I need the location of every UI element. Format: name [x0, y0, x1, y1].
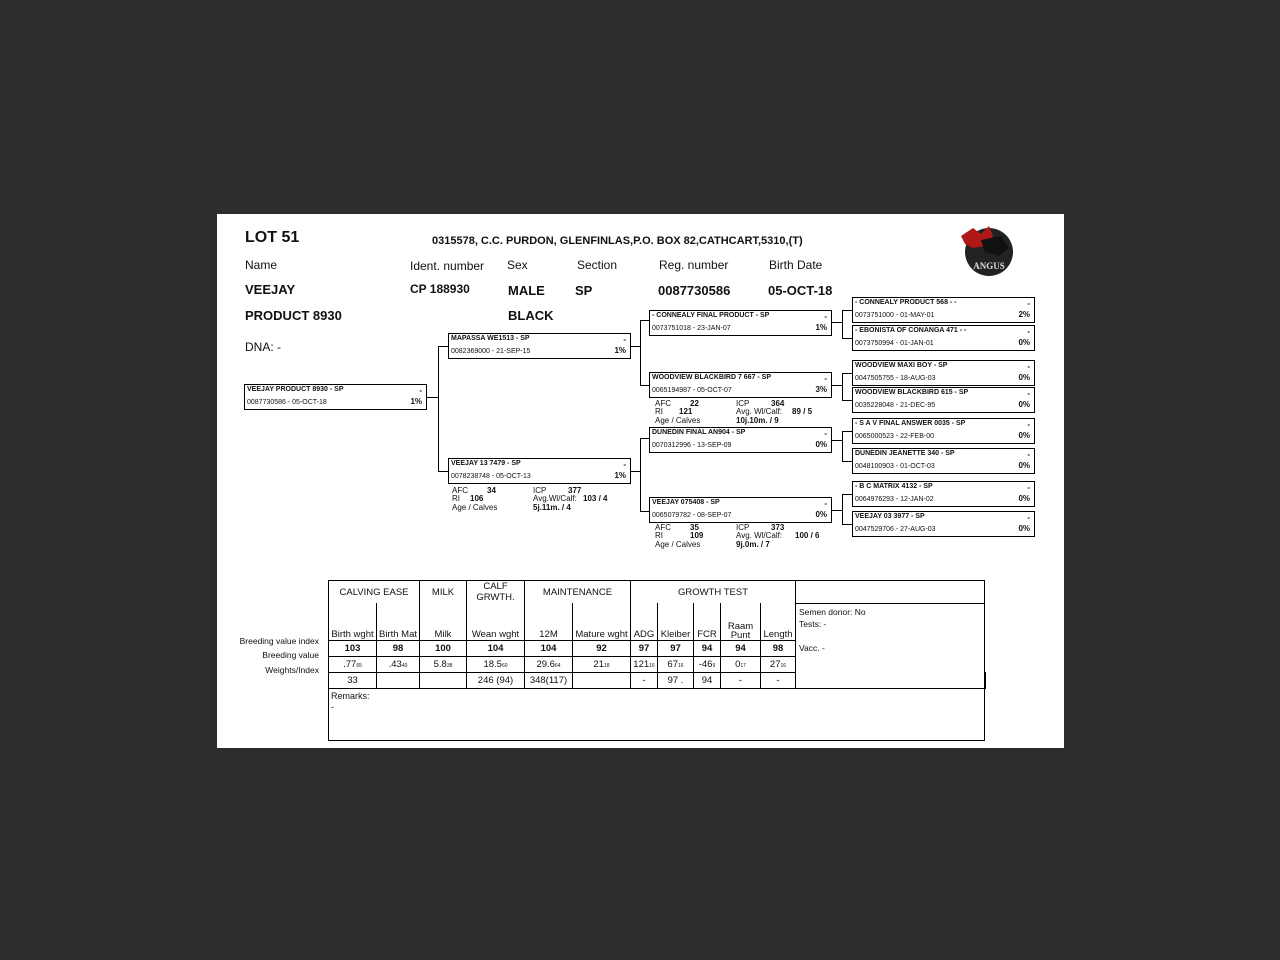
bv-cell [329, 656, 377, 672]
connector [640, 438, 649, 439]
connector [832, 385, 842, 386]
connector [640, 320, 649, 321]
weight-cell [377, 672, 420, 688]
angus-logo [959, 222, 1015, 278]
connector [842, 431, 852, 432]
info-cell [796, 603, 985, 688]
sd-reg: 0065194987 - 05-OCT-07 [652, 387, 732, 394]
index-cell: 100 [420, 640, 467, 656]
sd-pct: 3% [815, 385, 827, 394]
ggp-box: WOODVIEW BLACKBIRD 615 - SP - 0035228048 - 21-DEC-95 0% [852, 387, 1035, 413]
bv-cell [761, 656, 796, 672]
index-cell: 104 [467, 640, 525, 656]
ss-name: - CONNEALY FINAL PRODUCT - SP [652, 312, 770, 319]
ss-reg: 0073751018 - 23-JAN-07 [652, 325, 731, 332]
dd-ri-label: RI [655, 531, 663, 540]
bv-acc: 18 [604, 662, 610, 669]
dam-wcalf: 103 / 4 [583, 494, 608, 503]
weight-cell: 94 [694, 672, 721, 688]
ggp-box: - EBONISTA OF CONANGA 471 - - - 0073750994 - 01-JAN-01 0% [852, 325, 1035, 351]
index-cell: 97 [631, 640, 658, 656]
ggp-name: WOODVIEW BLACKBIRD 615 - SP [855, 389, 969, 396]
subject-reg: 0087730586 - 05-OCT-18 [247, 399, 327, 406]
ggp-reg: 0047505755 - 18-AUG-03 [855, 375, 936, 382]
connector [842, 494, 843, 524]
weight-cell: 246 (94) [467, 672, 525, 688]
bv-value: 21 [593, 658, 604, 670]
ggp-name: - EBONISTA OF CONANGA 471 - - [855, 327, 967, 334]
bv-acc: 64 [554, 662, 561, 669]
index-cell: 92 [573, 640, 631, 656]
ggp-pct: 0% [1018, 431, 1030, 440]
bv-cell [658, 656, 694, 672]
bv-acc: 16 [649, 662, 655, 669]
ident-label: Ident. number [410, 259, 485, 273]
vacc: Vacc. - [799, 642, 825, 653]
lot-number: LOT 51 [245, 229, 300, 246]
ggp-reg: 0073750994 - 01-JAN-01 [855, 340, 934, 347]
group-calving-ease: CALVING EASE [329, 581, 420, 604]
col-milk: Milk [420, 603, 467, 640]
index-cell: 94 [721, 640, 761, 656]
dam-wcalf-label: Avg.Wl/Calf: [533, 494, 577, 503]
col-birth-mat: Birth Mat [377, 603, 420, 640]
connector [842, 431, 843, 461]
bv-value: 5.8 [433, 658, 447, 670]
bv-value: .43 [388, 658, 402, 670]
sire-box: MAPASSA WE1513 - SP - 0082369000 - 21-SEP-15 1% [448, 333, 631, 359]
connector [640, 438, 641, 511]
col-birth-wght: Birth wght [329, 603, 377, 640]
ss-pct: 1% [815, 323, 827, 332]
dd-afc: 35 [690, 523, 699, 532]
index-cell: 98 [377, 640, 420, 656]
connector [842, 494, 852, 495]
sire-reg: 0082369000 - 21-SEP-15 [451, 348, 531, 355]
sd-icp: 364 [771, 399, 785, 408]
connector [427, 397, 438, 398]
group-calf-growth: CALF GRWTH. [467, 581, 525, 604]
weight-cell: - [721, 672, 761, 688]
ggp-pct: 0% [1018, 461, 1030, 470]
dd-icp: 373 [771, 523, 785, 532]
dam-afc: 34 [487, 486, 496, 495]
sd-ri-label: RI [655, 407, 663, 416]
connector [832, 510, 842, 511]
weight-cell: 348(117) [525, 672, 573, 688]
sd-icp-label: ICP [736, 399, 750, 408]
remarks-label: Remarks: [331, 690, 370, 701]
index-cell: 97 [658, 640, 694, 656]
subject-box: VEEJAY PRODUCT 8930 - SP - 0087730586 - 05-OCT-18 1% [244, 384, 427, 410]
dam-afc-label: AFC [452, 486, 468, 495]
logo-text: ANGUS [973, 261, 1005, 271]
reg-label: Reg. number [659, 258, 729, 272]
row-label-weights: Weights/Index [265, 665, 319, 675]
dd-ri: 109 [690, 531, 704, 540]
bv-value: 29.6 [536, 658, 555, 670]
dd-wcalf-label: Avg. Wl/Calf: [736, 531, 783, 540]
ggp-name: - CONNEALY PRODUCT 568 - - [855, 299, 957, 306]
ggp-pct: 2% [1018, 310, 1030, 319]
ggp-name: VEEJAY 03 3977 - SP [855, 513, 925, 520]
connector [631, 346, 640, 347]
ident-value: CP 188930 [410, 282, 470, 296]
connector [842, 373, 852, 374]
section-value: SP [575, 283, 593, 298]
dd-afc-label: AFC [655, 523, 671, 532]
semen-donor: Semen donor: No [799, 606, 866, 617]
ggp-reg: 0035228048 - 21-DEC-95 [855, 402, 936, 409]
sd-afc: 22 [690, 399, 699, 408]
bv-value: -46 [698, 658, 713, 670]
animal-name-1: VEEJAY [245, 282, 296, 297]
ggp-box: VEEJAY 03 3977 - SP - 0047529706 - 27-AUG-03 0% [852, 511, 1035, 537]
bv-cell [420, 656, 467, 672]
reg-value: 0087730586 [658, 283, 731, 298]
sd-age: 10j.10m. / 9 [736, 416, 779, 425]
index-cell: 98 [761, 640, 796, 656]
connector [640, 511, 649, 512]
col-mature-wght: Mature wght [573, 603, 631, 640]
dd-pct: 0% [815, 510, 827, 519]
ggp-pct: 0% [1018, 373, 1030, 382]
row-label-bv: Breeding value [262, 650, 319, 660]
connector [631, 471, 640, 472]
bv-cell [525, 656, 573, 672]
ggp-name: DUNEDIN JEANETTE 340 - SP [855, 450, 955, 457]
connector [832, 440, 842, 441]
bv-value: 27 [769, 658, 781, 670]
dam-name: VEEJAY 13 7479 - SP [451, 460, 521, 467]
dam-reg: 0078238748 - 05-OCT-13 [451, 473, 531, 480]
sex-value: MALE [508, 283, 545, 298]
connector [842, 461, 852, 462]
breeder-line: 0315578, C.C. PURDON, GLENFINLAS,P.O. BOX 82,CATHCART,5310,(T) [432, 235, 803, 247]
group-growth-test: GROWTH TEST [631, 581, 796, 604]
ggp-reg: 0047529706 - 27-AUG-03 [855, 526, 936, 533]
sire-pct: 1% [614, 346, 626, 355]
connector [438, 346, 448, 347]
connector [842, 524, 852, 525]
weight-cell: - [631, 672, 658, 688]
group-maintenance: MAINTENANCE [525, 581, 631, 604]
dam-box: VEEJAY 13 7479 - SP - 0078238748 - 05-OCT-13 1% [448, 458, 631, 484]
sd-age-label: Age / Calves [655, 416, 701, 425]
weight-cell: - [761, 672, 796, 688]
animal-name-2: PRODUCT 8930 [245, 308, 342, 323]
ds-pct: 0% [815, 440, 827, 449]
ggp-name: - S A V FINAL ANSWER 0035 - SP [855, 420, 966, 427]
sd-ri: 121 [679, 407, 693, 416]
sire-sire-box: - CONNEALY FINAL PRODUCT - SP - 0073751018 - 23-JAN-07 1% [649, 310, 832, 336]
sire-name: MAPASSA WE1513 - SP [451, 335, 530, 342]
index-cell: 104 [525, 640, 573, 656]
tests: Tests: - [799, 618, 827, 629]
dam-icp: 377 [568, 486, 582, 495]
info-header [796, 581, 985, 604]
dd-icp-label: ICP [736, 523, 750, 532]
col-length: Length [761, 603, 796, 640]
pedigree-sheet [217, 214, 1064, 748]
col-raam-punt: Raam Punt [721, 603, 761, 640]
ggp-box: WOODVIEW MAXI BOY - SP - 0047505755 - 18-AUG-03 0% [852, 360, 1035, 386]
dam-age-label: Age / Calves [452, 503, 498, 512]
ggp-pct: 0% [1018, 338, 1030, 347]
row-label-index: Breeding value index [239, 636, 319, 646]
subject-name: VEEJAY PRODUCT 8930 - SP [247, 386, 344, 393]
bv-cell [377, 656, 420, 672]
bv-acc: 60 [501, 662, 508, 669]
dd-age: 9j.0m. / 7 [736, 540, 770, 549]
color-value: BLACK [508, 308, 554, 323]
bv-acc: 38 [446, 662, 453, 669]
ggp-reg: 0073751000 - 01-MAY-01 [855, 312, 935, 319]
dd-reg: 0065079782 - 08-SEP-07 [652, 512, 732, 519]
dd-wcalf: 100 / 6 [795, 531, 820, 540]
dam-ri-label: RI [452, 494, 460, 503]
weight-cell: 33 [329, 672, 377, 688]
bv-value: 0 [735, 658, 741, 670]
ggp-reg: 0065000523 - 22-FEB-00 [855, 433, 934, 440]
col-12m: 12M [525, 603, 573, 640]
sire-dam-box: WOODVIEW BLACKBIRD 7 667 - SP - 0065194987 - 05-OCT-07 3% [649, 372, 832, 398]
connector [842, 400, 852, 401]
bv-acc: 9 [712, 662, 716, 669]
bv-cell [573, 656, 631, 672]
ggp-box: DUNEDIN JEANETTE 340 - SP - 0048100903 - 01-OCT-03 0% [852, 448, 1035, 474]
ggp-reg: 0048100903 - 01-OCT-03 [855, 463, 935, 470]
connector [842, 338, 852, 339]
ggp-name: WOODVIEW MAXI BOY - SP [855, 362, 948, 369]
sd-wcalf-label: Avg. Wl/Calf: [736, 407, 783, 416]
dna-label: DNA: - [245, 340, 281, 354]
col-kleiber: Kleiber [658, 603, 694, 640]
bv-value: .77 [343, 658, 357, 670]
bv-value: 67 [667, 658, 678, 670]
connector [640, 320, 641, 385]
bv-acc: 16 [678, 662, 684, 669]
bv-cell [467, 656, 525, 672]
index-cell: 103 [329, 640, 377, 656]
col-fcr: FCR [694, 603, 721, 640]
sd-wcalf: 89 / 5 [792, 407, 813, 416]
bv-acc: 16 [780, 662, 787, 669]
ds-name: DUNEDIN FINAL AN904 - SP [652, 429, 746, 436]
ggp-name: - B C MATRIX 4132 - SP [855, 483, 933, 490]
name-label: Name [245, 258, 278, 272]
connector [842, 310, 852, 311]
dd-age-label: Age / Calves [655, 540, 701, 549]
sd-afc-label: AFC [655, 399, 671, 408]
bv-acc: 65 [356, 662, 362, 669]
index-cell: 94 [694, 640, 721, 656]
bv-acc: 40 [401, 662, 408, 669]
col-wean-wght: Wean wght [467, 603, 525, 640]
dam-ri: 106 [470, 494, 484, 503]
dam-dam-box: VEEJAY 075408 - SP - 0065079782 - 08-SEP-07 0% [649, 497, 832, 523]
birth-label: Birth Date [769, 258, 823, 272]
connector [438, 346, 439, 471]
ggp-box: - CONNEALY PRODUCT 568 - - - 0073751000 - 01-MAY-01 2% [852, 297, 1035, 323]
dam-pct: 1% [614, 471, 626, 480]
remarks-value: - [331, 701, 334, 712]
birth-value: 05-OCT-18 [768, 283, 833, 298]
sd-name: WOODVIEW BLACKBIRD 7 667 - SP [652, 374, 772, 381]
connector [842, 373, 843, 400]
remarks-cell [329, 688, 985, 740]
ebv-table [328, 580, 986, 741]
connector [438, 471, 448, 472]
ggp-box: - S A V FINAL ANSWER 0035 - SP - 0065000523 - 22-FEB-00 0% [852, 418, 1035, 444]
connector [640, 385, 649, 386]
ggp-reg: 0064976293 - 12-JAN-02 [855, 496, 934, 503]
bv-cell [631, 656, 658, 672]
weight-cell [420, 672, 467, 688]
weight-cell: 97 . [658, 672, 694, 688]
subject-pct: 1% [410, 397, 422, 406]
bv-value: 18.5 [483, 658, 502, 670]
dam-age: 5j.11m. / 4 [533, 503, 571, 512]
group-milk: MILK [420, 581, 467, 604]
sex-label: Sex [507, 258, 528, 272]
bv-acc: 17 [740, 662, 746, 669]
ggp-box: - B C MATRIX 4132 - SP - 0064976293 - 12-JAN-02 0% [852, 481, 1035, 507]
info-cell-end [985, 672, 986, 688]
dam-icp-label: ICP [533, 486, 547, 495]
section-label: Section [577, 258, 618, 272]
dam-sire-box: DUNEDIN FINAL AN904 - SP - 0070312996 - 13-SEP-09 0% [649, 427, 832, 453]
weight-cell [573, 672, 631, 688]
col-adg: ADG [631, 603, 658, 640]
ggp-pct: 0% [1018, 494, 1030, 503]
ggp-pct: 0% [1018, 524, 1030, 533]
bv-cell [721, 656, 761, 672]
connector [842, 310, 843, 338]
bv-cell [694, 656, 721, 672]
connector [832, 322, 842, 323]
bv-value: 121 [633, 658, 650, 670]
dd-name: VEEJAY 075408 - SP [652, 499, 720, 506]
ggp-pct: 0% [1018, 400, 1030, 409]
ds-reg: 0070312996 - 13-SEP-09 [652, 442, 732, 449]
